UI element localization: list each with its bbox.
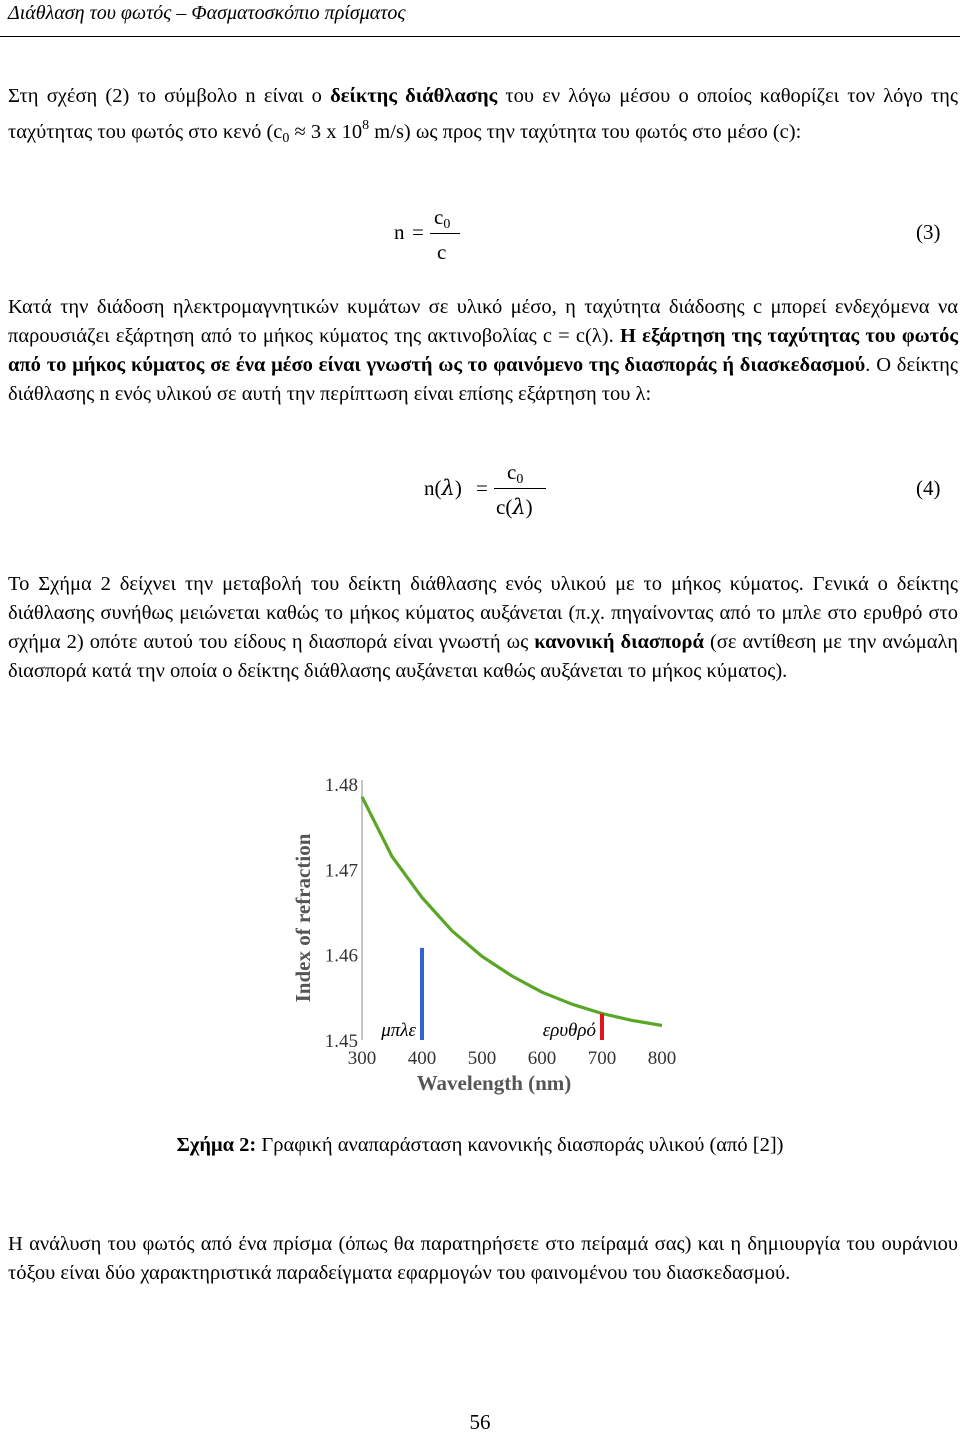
y-tick-label: 1.48	[324, 775, 358, 796]
para2-text-2: . Ο δείκτης διάθλασης n ενός υλικού σε αυτή την περίπτωση είναι επίσης εξάρτηση του λ:	[8, 354, 958, 405]
para1-text-4: m/s) ως προς την ταχύτητα του φωτός στο μέσο (c):	[369, 121, 802, 143]
para1-text-1: Στη σχέση (2) το σύμβολο n είναι ο	[8, 85, 331, 107]
y-tick-label: 1.47	[324, 860, 358, 882]
dispersion-chart	[282, 770, 692, 1100]
eq3-denominator: c	[437, 240, 447, 264]
para1-text-3: ≈ 3 x 10	[289, 121, 363, 143]
caption-text: Γραφική αναπαράσταση κανονικής διασποράς υλικού (από [2])	[256, 1134, 784, 1156]
paragraph-normal-dispersion	[8, 570, 958, 686]
header-title: Διάθλαση του φωτός – Φασματοσκόπιο πρίσματος	[8, 2, 406, 24]
para3-text-2: (σε αντίθεση με την ανώμαλη διασπορά κατά την οποία ο δείκτης διάθλασης αυξάνεται καθώς αυξάνεται το μήκος κύματος).	[8, 631, 958, 682]
chart-tick-labels	[325, 775, 677, 1069]
para2-text-1: Κατά την διάδοση ηλεκτρομαγνητικών κυμάτων σε υλικό μέσο, η ταχύτητα διάδοσης c μπορεί ενδεχόμενα να παρουσιάζει εξάρτηση από το μήκος κύματος της ακτινοβολίας c = c(λ).	[8, 296, 958, 347]
paragraph-dispersion	[8, 293, 958, 409]
eq4-fraction-bar	[494, 488, 546, 489]
y-tick-label: 1.46	[324, 945, 358, 967]
chart-x-axis-label: Wavelength (nm)	[416, 1071, 572, 1095]
x-tick-label: 700	[587, 1048, 617, 1069]
para1-text-2: του εν λόγω μέσου ο οποίος καθορίζει τον λόγο της ταχύτητας του φωτός στο κενό (c	[8, 85, 958, 143]
x-tick-label: 800	[647, 1048, 677, 1069]
figure-caption	[0, 1134, 960, 1157]
eq4-denominator: c(λ)	[496, 495, 533, 519]
x-tick-label: 400	[407, 1048, 437, 1069]
x-tick-label: 600	[527, 1048, 557, 1069]
eq3-fraction-bar	[430, 233, 460, 234]
eq3-numerator: $c_0$	[434, 205, 451, 232]
chart-y-axis-label: Index of refraction	[291, 833, 315, 1003]
para3-text-1: Το Σχήμα 2 δείχνει την μεταβολή του δείκτη διάθλασης ενός υλικού με το μήκος κύματος. Γενικά ο δείκτης διάθλασης συνήθως μειώνεται καθώς το μήκος κύματος αυξάνεται (π.χ. πηγαίνοντας από το μπλε στο ερυθρό στο σχήμα 2) οπότε αυτού του είδους η διασπορά είναι γνωστή ως	[8, 573, 958, 653]
eq4-number: (4)	[916, 476, 941, 500]
eq4-numerator: $c_0$	[507, 460, 524, 487]
page-number: 56	[469, 1410, 491, 1434]
paragraph-prism-rainbow: Η ανάλυση του φωτός από ένα πρίσμα (όπως θα παρατηρήσετε στο πείραμά σας) και η δημιουργία του ουράνιου τόξου είναι δύο χαρακτηριστικά παραδείγματα εφαρμογών του φαινομένου του διασκεδασμού.	[8, 1233, 958, 1284]
paragraph-refractive-index	[8, 82, 958, 153]
marker-label-red: ερυθρό	[542, 1020, 596, 1041]
para2-bold-definition: Η εξάρτηση της ταχύτητας του φωτός από το μήκος κύματος σε ένα μέσο είναι γνωστή ως το φαινόμενο της διασποράς ή διασκεδασμού	[8, 325, 958, 376]
page-header	[0, 0, 960, 37]
y-tick-label: 1.45	[324, 1031, 358, 1052]
eq3-equals: =	[412, 220, 424, 244]
para1-bold-term: δείκτης διάθλασης	[330, 85, 498, 107]
dispersion-curve	[362, 797, 662, 1026]
x-tick-label: 500	[467, 1048, 497, 1069]
eq3-lhs: n	[394, 220, 405, 244]
para1-superscript: 8	[362, 118, 370, 133]
x-tick-label: 300	[347, 1048, 377, 1069]
eq4-equals: =	[476, 476, 488, 500]
eq3-number: (3)	[916, 220, 941, 244]
marker-label-blue: μπλε	[381, 1020, 416, 1041]
para1-subscript: 0	[282, 131, 290, 146]
caption-label: Σχήμα 2:	[176, 1134, 257, 1156]
eq4-lhs: n(λ)	[424, 476, 462, 500]
para3-bold-term: κανονική διασπορά	[534, 631, 704, 653]
